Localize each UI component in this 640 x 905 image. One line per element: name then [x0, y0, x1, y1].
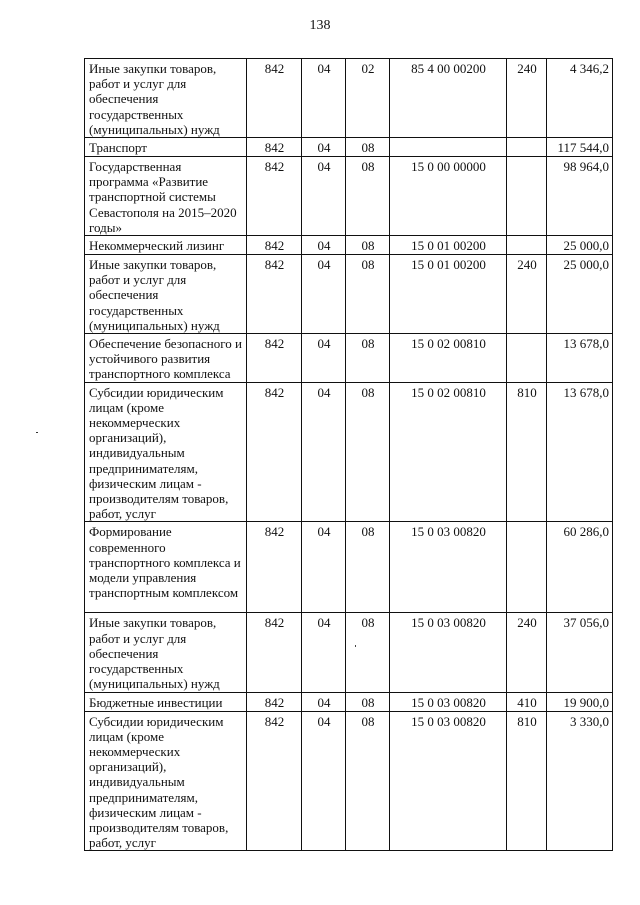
target-article-code: 15 0 03 00820: [390, 692, 507, 711]
admin-code: 842: [247, 236, 302, 255]
target-article-code: 85 4 00 00200: [390, 59, 507, 138]
section-code: 04: [302, 138, 346, 157]
expense-type-code: 240: [507, 613, 547, 692]
table-row: [85, 59, 613, 138]
amount: 13 678,0: [547, 382, 613, 522]
budget-table: [84, 58, 613, 851]
item-name: Формирование современного транспортного комплекса и модели управления транспортным комплексом: [85, 522, 247, 613]
admin-code: 842: [247, 255, 302, 334]
target-article-code: 15 0 03 00820: [390, 711, 507, 851]
admin-code: 842: [247, 138, 302, 157]
item-name: Иные закупки товаров, работ и услуг для обеспечения государственных (муниципальных) нужд: [85, 59, 247, 138]
admin-code: 842: [247, 382, 302, 522]
subsection-code: 02: [346, 59, 390, 138]
subsection-code: 08: [346, 236, 390, 255]
admin-code: 842: [247, 59, 302, 138]
subsection-code: 08: [346, 711, 390, 851]
item-name: Иные закупки товаров, работ и услуг для обеспечения государственных (муниципальных) нужд: [85, 255, 247, 334]
item-name: Субсидии юридическим лицам (кроме некоммерческих организаций), индивидуальным предпринимателям, физическим лицам - производителям товаров, работ, услуг: [85, 382, 247, 522]
target-article-code: [390, 138, 507, 157]
expense-type-code: [507, 138, 547, 157]
admin-code: 842: [247, 692, 302, 711]
section-code: 04: [302, 522, 346, 613]
table-row: [85, 255, 613, 334]
subsection-code: 08: [346, 613, 390, 692]
admin-code: 842: [247, 613, 302, 692]
section-code: 04: [302, 711, 346, 851]
amount: 19 900,0: [547, 692, 613, 711]
item-name: Субсидии юридическим лицам (кроме некоммерческих организаций), индивидуальным предпринимателям, физическим лицам - производителям товаров, работ, услуг: [85, 711, 247, 851]
table-row: [85, 382, 613, 522]
subsection-code: 08: [346, 692, 390, 711]
target-article-code: 15 0 03 00820: [390, 522, 507, 613]
subsection-code: 08: [346, 382, 390, 522]
subsection-code: 08: [346, 138, 390, 157]
expense-type-code: 810: [507, 382, 547, 522]
item-name: Транспорт: [85, 138, 247, 157]
subsection-code: 08: [346, 157, 390, 236]
admin-code: 842: [247, 522, 302, 613]
item-name: Обеспечение безопасного и устойчивого развития транспортного комплекса: [85, 334, 247, 383]
target-article-code: 15 0 01 00200: [390, 236, 507, 255]
amount: 25 000,0: [547, 255, 613, 334]
table-row: [85, 138, 613, 157]
table-row: [85, 157, 613, 236]
section-code: 04: [302, 255, 346, 334]
subsection-code: 08: [346, 334, 390, 383]
section-code: 04: [302, 157, 346, 236]
item-name: Некоммерческий лизинг: [85, 236, 247, 255]
amount: 25 000,0: [547, 236, 613, 255]
target-article-code: 15 0 03 00820: [390, 613, 507, 692]
scan-mark: [36, 432, 38, 433]
section-code: 04: [302, 613, 346, 692]
expense-type-code: 240: [507, 255, 547, 334]
page-number: 138: [309, 18, 331, 33]
table-row: [85, 522, 613, 613]
section-code: 04: [302, 236, 346, 255]
amount: 13 678,0: [547, 334, 613, 383]
target-article-code: 15 0 02 00810: [390, 382, 507, 522]
item-name: Государственная программа «Развитие транспортной системы Севастополя на 2015–2020 годы»: [85, 157, 247, 236]
amount: 4 346,2: [547, 59, 613, 138]
amount: 117 544,0: [547, 138, 613, 157]
table-row: [85, 236, 613, 255]
table-row: [85, 334, 613, 383]
admin-code: 842: [247, 334, 302, 383]
amount: 60 286,0: [547, 522, 613, 613]
table-row: [85, 711, 613, 851]
amount: 37 056,0: [547, 613, 613, 692]
expense-type-code: [507, 522, 547, 613]
amount: 98 964,0: [547, 157, 613, 236]
admin-code: 842: [247, 711, 302, 851]
table-row: [85, 613, 613, 692]
admin-code: 842: [247, 157, 302, 236]
table-row: [85, 692, 613, 711]
subsection-code: 08: [346, 255, 390, 334]
section-code: 04: [302, 692, 346, 711]
item-name: Бюджетные инвестиции: [85, 692, 247, 711]
expense-type-code: [507, 157, 547, 236]
section-code: 04: [302, 59, 346, 138]
target-article-code: 15 0 00 00000: [390, 157, 507, 236]
section-code: 04: [302, 334, 346, 383]
section-code: 04: [302, 382, 346, 522]
target-article-code: 15 0 01 00200: [390, 255, 507, 334]
expense-type-code: [507, 334, 547, 383]
expense-type-code: 240: [507, 59, 547, 138]
item-name: Иные закупки товаров, работ и услуг для обеспечения государственных (муниципальных) нужд: [85, 613, 247, 692]
expense-type-code: [507, 236, 547, 255]
subsection-code: 08: [346, 522, 390, 613]
amount: 3 330,0: [547, 711, 613, 851]
expense-type-code: 810: [507, 711, 547, 851]
expense-type-code: 410: [507, 692, 547, 711]
target-article-code: 15 0 02 00810: [390, 334, 507, 383]
